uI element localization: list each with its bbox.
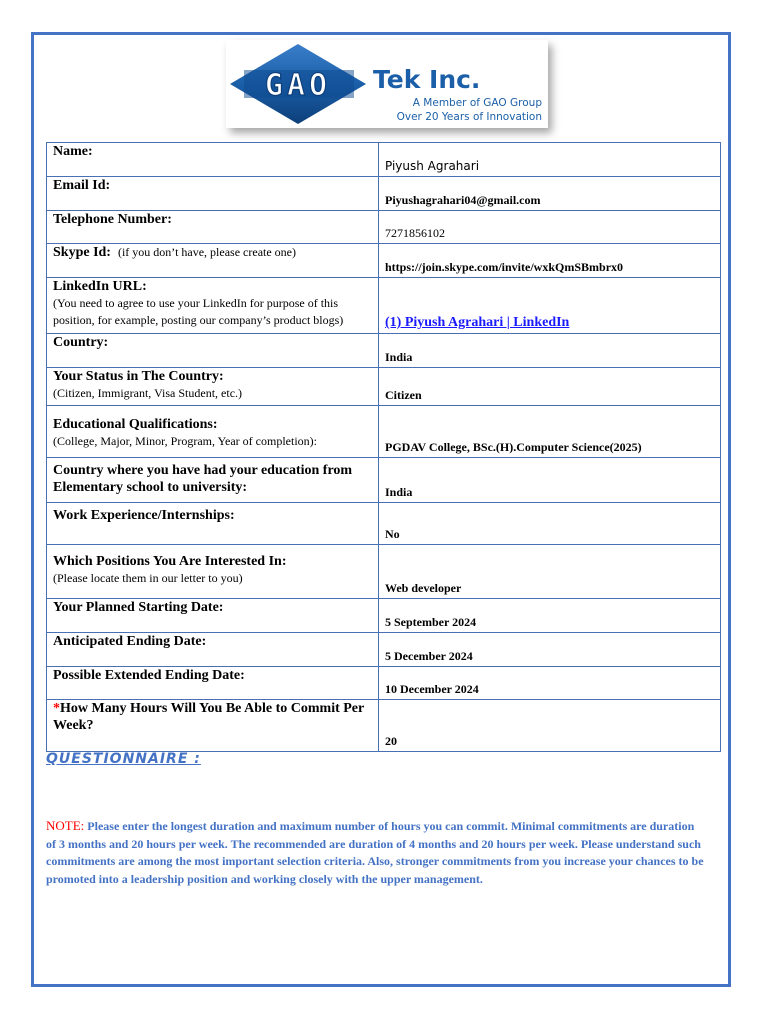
name-label: Name:: [53, 144, 93, 159]
positions-hint: (Please locate them in our letter to you): [53, 571, 243, 585]
country-value: India: [385, 350, 413, 364]
extended-date-value: 10 December 2024: [385, 682, 479, 696]
status-value: Citizen: [385, 388, 422, 402]
company-logo: [226, 40, 548, 128]
telephone-value: 7271856102: [385, 226, 445, 240]
skype-value: https://join.skype.com/invite/wxkQmSBmbrx0: [385, 260, 624, 274]
note-paragraph: [46, 817, 706, 888]
name-value: Piyush Agrahari: [385, 159, 480, 173]
positions-value: Web developer: [385, 581, 462, 595]
start-date-label: Your Planned Starting Date:: [53, 600, 224, 615]
end-date-label: Anticipated Ending Date:: [53, 634, 207, 649]
row-linkedin: [47, 278, 721, 334]
row-country: [47, 334, 721, 368]
row-end-date: [47, 633, 721, 667]
linkedin-link[interactable]: (1) Piyush Agrahari | LinkedIn: [385, 315, 570, 330]
experience-value: No: [385, 527, 400, 541]
country-label: Country:: [53, 335, 109, 350]
row-email: [47, 177, 721, 211]
required-star: *: [53, 701, 60, 716]
row-positions: [47, 545, 721, 599]
education-country-label: Country where you have had your education from Elementary school to university:: [53, 463, 353, 495]
row-telephone: [47, 211, 721, 244]
logo-company: Tek Inc.: [373, 65, 481, 94]
questionnaire-heading: QUESTIONNAIRE :: [46, 751, 201, 767]
education-value: PGDAV College, BSc.(H).Computer Science(2025): [385, 440, 642, 454]
email-label: Email Id:: [53, 178, 111, 193]
status-label: Your Status in The Country:: [53, 369, 224, 384]
telephone-label: Telephone Number:: [53, 212, 172, 227]
positions-label: Which Positions You Are Interested In:: [53, 554, 287, 569]
row-education: [47, 406, 721, 458]
extended-date-label: Possible Extended Ending Date:: [53, 668, 245, 683]
row-experience: [47, 503, 721, 545]
note-label: NOTE:: [46, 818, 85, 833]
row-education-country: [47, 458, 721, 503]
note-text: Please enter the longest duration and maximum number of hours you can commit. Minimal commitments are duration of 3 months and 20 hours per week. The recommended are duration of 4 months and 20 hours per week. Please understand such commitments are among the most important selection criteria. Also, stronger commitments from you increase your chances to be promoted into a leadership position and working closely with the upper management.: [46, 819, 704, 886]
status-hint: (Citizen, Immigrant, Visa Student, etc.): [53, 386, 243, 400]
education-country-value: India: [385, 485, 413, 499]
row-start-date: [47, 599, 721, 633]
education-label: Educational Qualifications:: [53, 417, 218, 432]
logo-mark-text: GAO: [264, 68, 332, 103]
experience-label: Work Experience/Internships:: [53, 508, 235, 523]
linkedin-label: LinkedIn URL:: [53, 279, 147, 294]
row-skype: [47, 244, 721, 278]
start-date-value: 5 September 2024: [385, 615, 477, 629]
row-name: [47, 143, 721, 177]
logo-tagline-1: A Member of GAO Group: [412, 97, 542, 109]
end-date-value: 5 December 2024: [385, 649, 473, 663]
hours-value: 20: [385, 734, 397, 748]
row-status: [47, 368, 721, 406]
linkedin-hint: (You need to agree to use your LinkedIn for purpose of this position, for example, posting our company’s product blogs): [53, 296, 344, 327]
row-hours: [47, 700, 721, 752]
application-form-table: [46, 142, 721, 752]
skype-hint: (if you don’t have, please create one): [117, 245, 296, 259]
email-value: Piyushagrahari04@gmail.com: [385, 193, 541, 207]
logo-tagline-2: Over 20 Years of Innovation: [396, 111, 542, 123]
education-hint: (College, Major, Minor, Program, Year of completion):: [53, 434, 317, 448]
hours-label: How Many Hours Will You Be Able to Commit Per Week?: [53, 701, 364, 733]
row-extended-date: [47, 667, 721, 700]
skype-label: Skype Id:: [53, 245, 111, 260]
